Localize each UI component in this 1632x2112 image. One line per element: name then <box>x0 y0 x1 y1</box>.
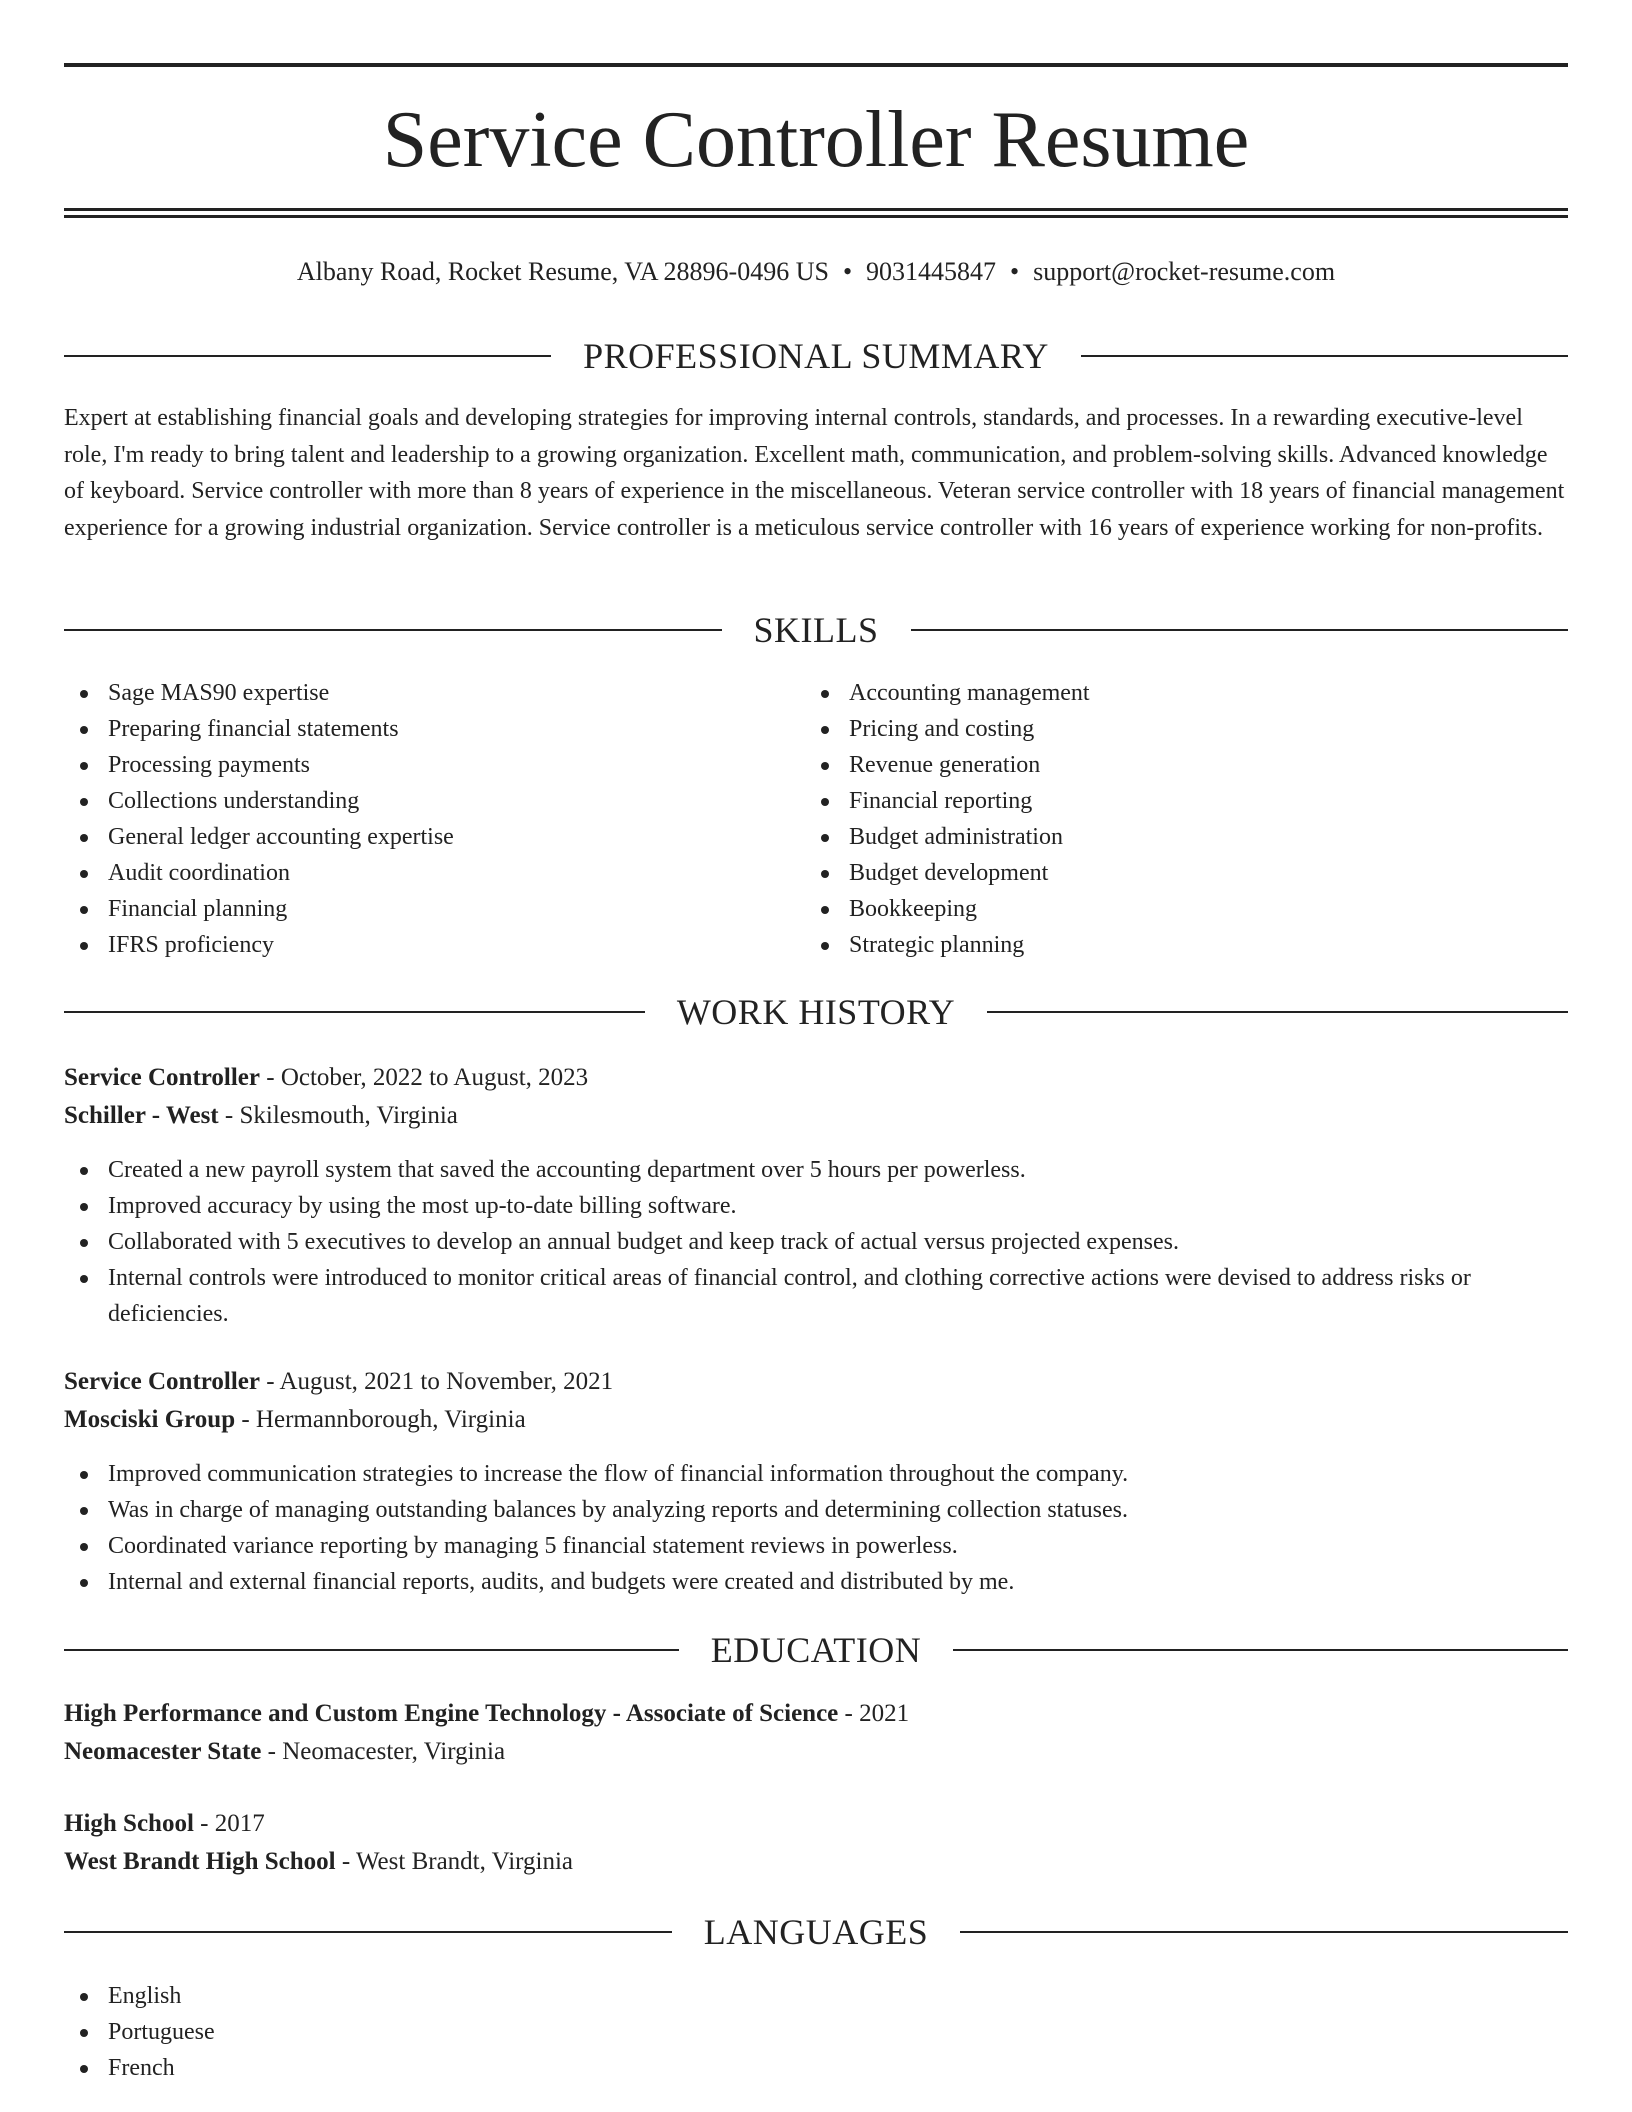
skill-item: Processing payments <box>64 747 764 783</box>
skills-column-right <box>805 675 1505 963</box>
job-bullets <box>64 1152 1568 1332</box>
contact-separator: • <box>1010 257 1020 286</box>
section-rule <box>64 1649 679 1651</box>
languages-list <box>64 1978 1568 2086</box>
language-item: Portuguese <box>64 2014 1568 2050</box>
education-school-line <box>64 1734 1568 1770</box>
section-title-summary: PROFESSIONAL SUMMARY <box>583 336 1049 376</box>
contact-phone[interactable]: 9031445847 <box>866 257 997 286</box>
skill-item: Sage MAS90 expertise <box>64 675 764 711</box>
job-title: Service Controller <box>64 1368 260 1395</box>
skills-list-right <box>805 675 1505 963</box>
education-degree: High Performance and Custom Engine Technology - Associate of Science <box>64 1700 839 1727</box>
skill-item: Preparing financial statements <box>64 711 764 747</box>
section-title-skills: SKILLS <box>753 610 879 650</box>
education-year: - 2017 <box>193 1810 265 1837</box>
job-bullet: Created a new payroll system that saved the accounting department over 5 hours per powerless. <box>64 1152 1568 1188</box>
skill-item: Strategic planning <box>805 927 1505 963</box>
skills-column-left <box>64 675 764 963</box>
section-header-work <box>64 990 1568 1034</box>
skill-item: Budget development <box>805 855 1505 891</box>
education-year: - 2021 <box>838 1700 910 1727</box>
section-title-work: WORK HISTORY <box>676 992 956 1032</box>
languages-block <box>64 1978 1568 2086</box>
top-rule <box>64 63 1568 67</box>
education-school: West Brandt High School <box>64 1848 336 1875</box>
job-title-line <box>64 1060 1568 1096</box>
skill-item: General ledger accounting expertise <box>64 819 764 855</box>
skill-item: Budget administration <box>805 819 1505 855</box>
contact-line <box>64 254 1568 290</box>
contact-email[interactable]: support@rocket-resume.com <box>1033 257 1336 286</box>
skill-item: Collections understanding <box>64 783 764 819</box>
section-title-languages: LANGUAGES <box>703 1912 929 1952</box>
section-header-skills <box>64 608 1568 652</box>
job-company-line <box>64 1402 1568 1438</box>
job-bullet: Improved accuracy by using the most up-to-date billing software. <box>64 1188 1568 1224</box>
job-bullet: Collaborated with 5 executives to develop an annual budget and keep track of actual versus projected expenses. <box>64 1224 1568 1260</box>
job-company: Mosciski Group <box>64 1406 236 1433</box>
summary-text: Expert at establishing financial goals and developing strategies for improving internal controls, standards, and processes. In a rewarding executive-level role, I'm ready to bring talent and leadership to a growing organization. Excellent math, communication, and problem-solving skills. Advanced knowledge of keyboard. Service controller with more than 8 years of experience in the miscellaneous. Veteran service controller with 18 years of financial management experience for a growing industrial organization. Service controller is a meticulous service controller with 16 years of experience working for non-profits. <box>64 405 1565 541</box>
skill-item: Audit coordination <box>64 855 764 891</box>
contact-address: Albany Road, Rocket Resume, VA 28896-0496 US <box>296 257 829 286</box>
job-bullet: Improved communication strategies to increase the flow of financial information throughout the company. <box>64 1456 1568 1492</box>
education-degree: High School <box>64 1810 194 1837</box>
section-rule <box>911 629 1569 631</box>
job-bullet: Internal and external financial reports, audits, and budgets were created and distributed by me. <box>64 1564 1568 1600</box>
section-header-education <box>64 1628 1568 1672</box>
section-header-languages <box>64 1910 1568 1954</box>
job-bullet: Internal controls were introduced to monitor critical areas of financial control, and clothing corrective actions were devised to address risks or deficiencies. <box>64 1260 1568 1332</box>
job-bullets <box>64 1456 1568 1600</box>
section-rule <box>64 1931 672 1933</box>
education-degree-line <box>64 1806 1568 1842</box>
skill-item: Financial reporting <box>805 783 1505 819</box>
education-degree-line <box>64 1696 1568 1732</box>
job-bullet: Was in charge of managing outstanding balances by analyzing reports and determining collection statuses. <box>64 1492 1568 1528</box>
job-location: - Hermannborough, Virginia <box>235 1406 526 1433</box>
education-location: - West Brandt, Virginia <box>335 1848 574 1875</box>
section-rule <box>64 355 551 357</box>
contact-separator: • <box>842 257 853 286</box>
job-location: - Skilesmouth, Virginia <box>218 1102 458 1129</box>
page-title: Service Controller Resume <box>382 96 1250 184</box>
section-rule <box>64 629 722 631</box>
language-item: English <box>64 1978 1568 2014</box>
section-rule <box>64 1011 645 1013</box>
job-dates: - August, 2021 to November, 2021 <box>260 1368 614 1395</box>
skill-item: Accounting management <box>805 675 1505 711</box>
education-location: - Neomacester, Virginia <box>261 1738 506 1765</box>
job-bullet-list <box>64 1152 1568 1332</box>
title-double-rule <box>64 208 1568 218</box>
section-rule <box>953 1649 1568 1651</box>
skill-item: Bookkeeping <box>805 891 1505 927</box>
job-company-line <box>64 1098 1568 1134</box>
language-item: French <box>64 2050 1568 2086</box>
skill-item: Pricing and costing <box>805 711 1505 747</box>
skills-list-left <box>64 675 764 963</box>
section-rule <box>1081 355 1568 357</box>
skill-item: Revenue generation <box>805 747 1505 783</box>
job-title: Service Controller <box>64 1064 260 1091</box>
skill-item: Financial planning <box>64 891 764 927</box>
education-school: Neomacester State <box>64 1738 262 1765</box>
job-company: Schiller - West <box>64 1102 219 1129</box>
job-title-line <box>64 1364 1568 1400</box>
job-bullet: Coordinated variance reporting by managing 5 financial statement reviews in powerless. <box>64 1528 1568 1564</box>
education-school-line <box>64 1844 1568 1880</box>
job-dates: - October, 2022 to August, 2023 <box>260 1064 589 1091</box>
job-bullet-list <box>64 1456 1568 1600</box>
section-rule <box>987 1011 1568 1013</box>
section-rule <box>960 1931 1568 1933</box>
skill-item: IFRS proficiency <box>64 927 764 963</box>
section-header-summary <box>64 334 1568 378</box>
section-title-education: EDUCATION <box>710 1630 922 1670</box>
